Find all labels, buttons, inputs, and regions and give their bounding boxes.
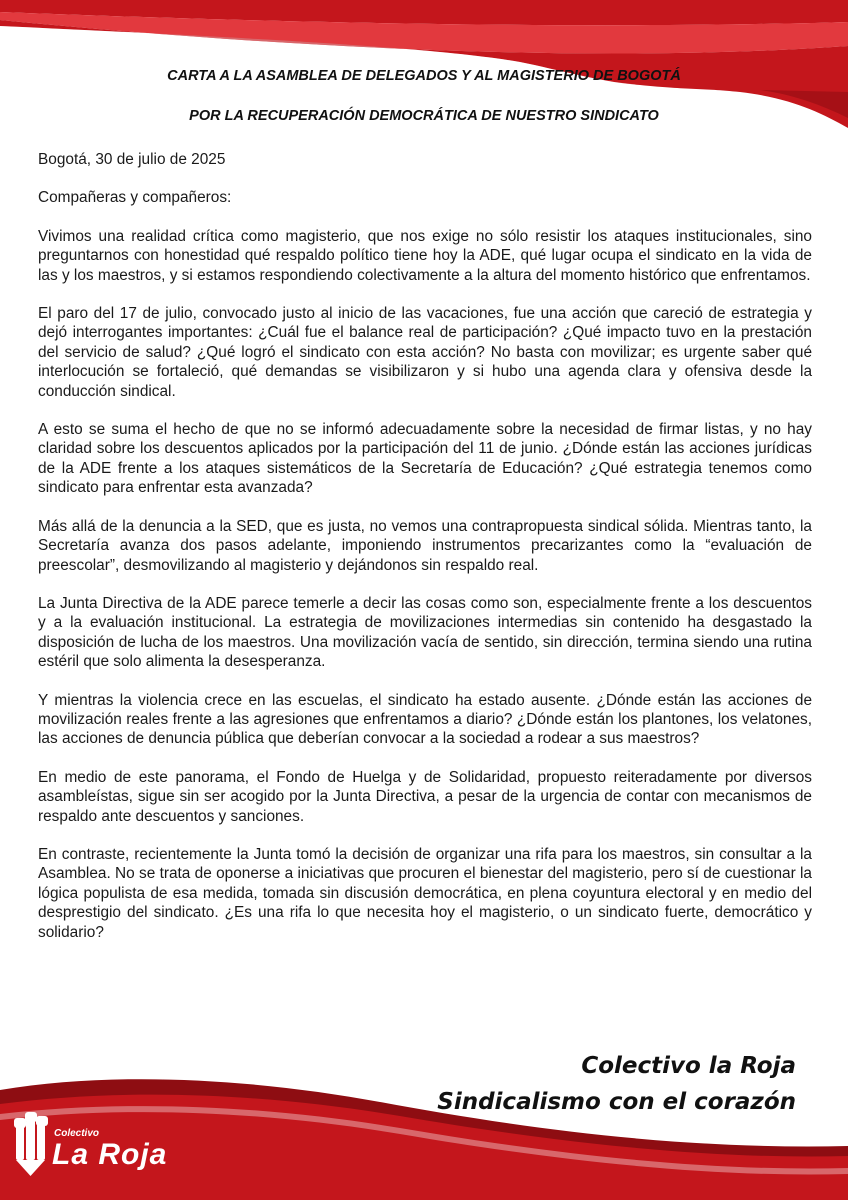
signature-line1: Colectivo la Roja [581, 1053, 796, 1079]
signature-line2: Sindicalismo con el corazón [437, 1089, 796, 1115]
logo-big-text: La Roja [52, 1138, 168, 1171]
letter-title-line1: CARTA A LA ASAMBLEA DE DELEGADOS Y AL MAGISTERIO DE BOGOTÁ [167, 68, 681, 84]
letter-body [38, 150, 812, 961]
letter-date: Bogotá, 30 de julio de 2025 [38, 151, 226, 168]
letter-paragraph-8: En contraste, recientemente la Junta tomó la decisión de organizar una rifa para los maestros, sin consultar a la Asamblea. No se trata de oponerse a iniciativas que procuren el bienestar del magisterio, pero sí de cuestionar la lógica populista de esa medida, tomada sin discusión democrática, en plena coyuntura electoral y en medio del desprestigio del sindicato. ¿Es una rifa lo que necesita hoy el magisterio, o un sindicato fuerte, democrático y solidario? [38, 845, 812, 941]
letter-paragraph-6: Y mientras la violencia crece en las escuelas, el sindicato ha estado ausente. ¿Dónde están las acciones de movilización reales frente a las agresiones que enfrentamos a diario? ¿Dónde están los plantones, los velatones, las acciones de denuncia pública que deberían convocar a la sociedad a rodear a sus maestros? [38, 691, 812, 748]
letter-paragraph-4: Más allá de la denuncia a la SED, que es justa, no vemos una contrapropuesta sindical sólida. Mientras tanto, la Secretaría avanza dos pasos adelante, imponiendo instrumentos precarizantes como la “evaluación de preescolar”, desmovilizando al magisterio y dejándonos sin respaldo real. [38, 517, 812, 574]
letter-paragraph-7: En medio de este panorama, el Fondo de Huelga y de Solidaridad, propuesto reiteradamente por diversos asambleístas, sigue sin ser acogido por la Junta Directiva, a pesar de la urgencia de contar con mecanismos de respaldo ante descuentos y sanciones. [38, 768, 812, 825]
letter-paragraph-5: La Junta Directiva de la ADE parece temerle a decir las cosas como son, especialmente frente a los descuentos y a la evaluación institucional. La estrategia de movilizaciones intermedias sin contenido ha desgastado la disposición de lucha de los maestros. Una movilización vacía de sentido, sin dirección, termina siendo una rutina estéril que solo alimenta la desesperanza. [38, 594, 812, 671]
letter-title-line2: POR LA RECUPERACIÓN DEMOCRÁTICA DE NUESTRO SINDICATO [189, 108, 659, 124]
letter-paragraph-2: El paro del 17 de julio, convocado justo al inicio de las vacaciones, fue una acción que careció de estrategia y dejó interrogantes importantes: ¿Cuál fue el balance real de participación? ¿Qué impacto tuvo en la prestación del servicio de salud? ¿Qué logró el sindicato con esta acción? No basta con movilizar; es urgente saber qué interlocución se fortaleció, qué demandas se visibilizaron y si hubo una agenda clara y ofensiva desde la conducción sindical. [38, 305, 812, 400]
logo-small-text: Colectivo [54, 1128, 100, 1139]
letter-paragraph-1: Vivimos una realidad crítica como magisterio, que nos exige no sólo resistir los ataques institucionales, sino preguntarnos con honestidad qué respaldo político tiene hoy la ADE, qué lugar ocupa el sindicato en la vida de las y los maestros, y si estamos respondiendo colectivamente a la altura del momento histórico que enfrentamos. [38, 227, 812, 284]
letter-paragraph-3: A esto se suma el hecho de que no se informó adecuadamente sobre la necesidad de firmar listas, y no hay claridad sobre los descuentos aplicados por la participación del 11 de junio. ¿Dónde están las acciones jurídicas de la ADE frente a los ataques sistemáticos de la Secretaría de Educación? ¿Qué estrategia tenemos como sindicato para enfrentar esta avanzada? [38, 421, 812, 497]
letter-salutation: Compañeras y compañeros: [38, 189, 232, 207]
signature-block [437, 1048, 796, 1120]
